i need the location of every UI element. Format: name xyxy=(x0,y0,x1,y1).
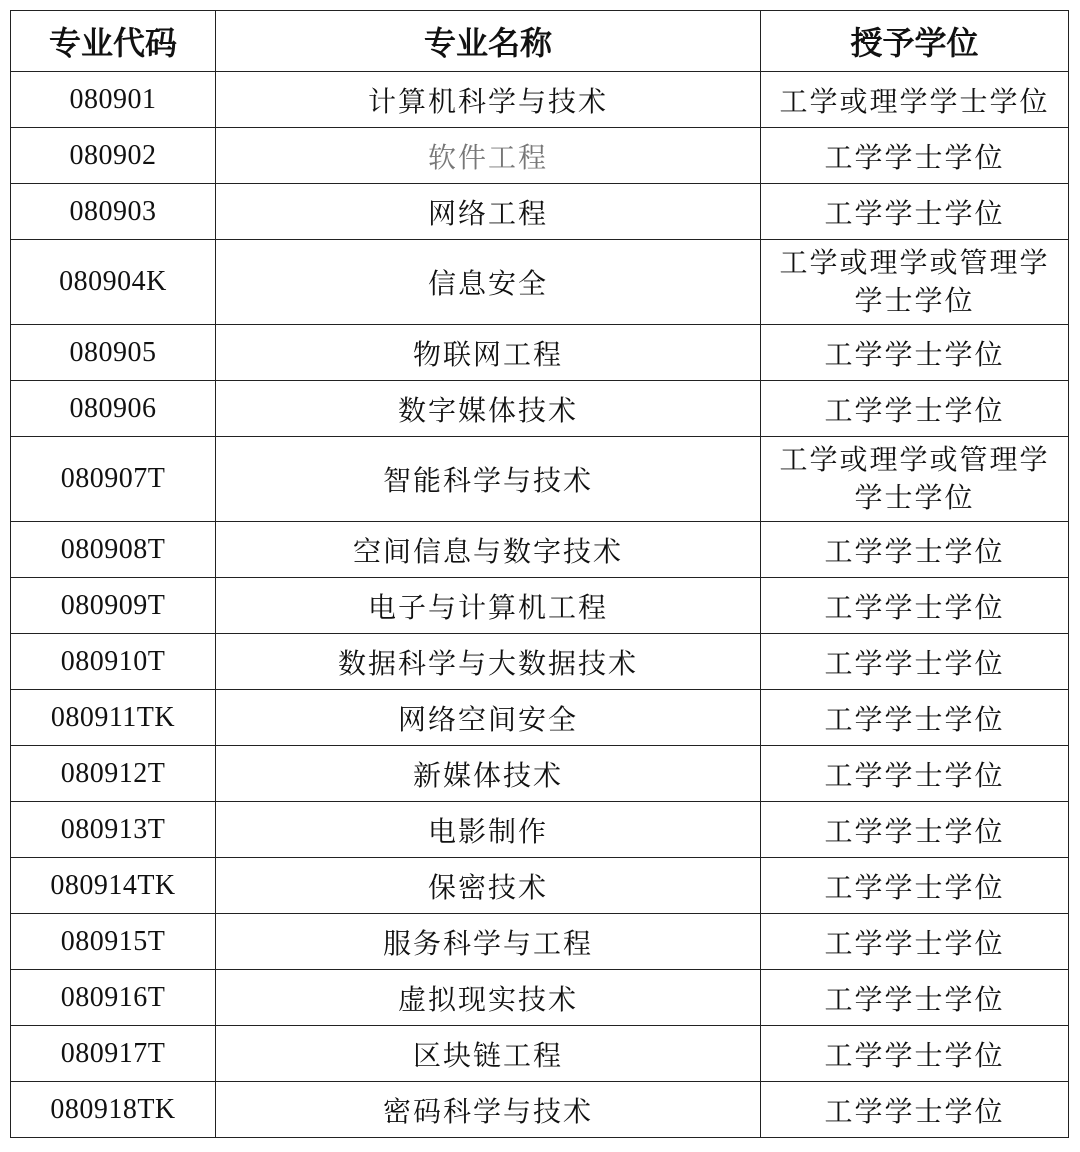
major-code-cell: 080911TK xyxy=(11,690,216,746)
header-major-code: 专业代码 xyxy=(11,11,216,72)
degree-cell: 工学学士学位 xyxy=(761,578,1069,634)
table-row xyxy=(11,381,1069,437)
major-name-cell: 网络工程 xyxy=(216,184,761,240)
table-row xyxy=(11,634,1069,690)
majors-table xyxy=(10,10,1069,1138)
major-name-cell: 软件工程 xyxy=(216,128,761,184)
major-code-cell: 080904K xyxy=(11,240,216,325)
table-row xyxy=(11,325,1069,381)
major-name-cell: 物联网工程 xyxy=(216,325,761,381)
major-code-cell: 080914TK xyxy=(11,858,216,914)
degree-cell: 工学学士学位 xyxy=(761,381,1069,437)
major-name-cell: 区块链工程 xyxy=(216,1026,761,1082)
major-code-cell: 080918TK xyxy=(11,1082,216,1138)
major-code-cell: 080913T xyxy=(11,802,216,858)
degree-cell: 工学学士学位 xyxy=(761,1082,1069,1138)
major-name-cell: 信息安全 xyxy=(216,240,761,325)
header-row xyxy=(11,11,1069,72)
major-name-cell: 密码科学与技术 xyxy=(216,1082,761,1138)
major-code-cell: 080906 xyxy=(11,381,216,437)
major-code-cell: 080910T xyxy=(11,634,216,690)
table-row xyxy=(11,1082,1069,1138)
degree-cell: 工学学士学位 xyxy=(761,634,1069,690)
table-row xyxy=(11,240,1069,325)
degree-cell: 工学学士学位 xyxy=(761,325,1069,381)
table-row xyxy=(11,858,1069,914)
table-row xyxy=(11,578,1069,634)
major-name-cell: 计算机科学与技术 xyxy=(216,72,761,128)
degree-cell: 工学学士学位 xyxy=(761,746,1069,802)
table-row xyxy=(11,970,1069,1026)
major-name-cell: 数字媒体技术 xyxy=(216,381,761,437)
major-name-cell: 智能科学与技术 xyxy=(216,437,761,522)
degree-cell: 工学学士学位 xyxy=(761,970,1069,1026)
major-name-cell: 空间信息与数字技术 xyxy=(216,522,761,578)
table-row xyxy=(11,72,1069,128)
degree-cell: 工学或理学或管理学学士学位 xyxy=(761,240,1069,325)
major-code-cell: 080915T xyxy=(11,914,216,970)
major-name-cell: 电影制作 xyxy=(216,802,761,858)
major-name-cell: 新媒体技术 xyxy=(216,746,761,802)
degree-cell: 工学或理学学士学位 xyxy=(761,72,1069,128)
major-code-cell: 080905 xyxy=(11,325,216,381)
major-code-cell: 080908T xyxy=(11,522,216,578)
major-code-cell: 080903 xyxy=(11,184,216,240)
degree-cell: 工学学士学位 xyxy=(761,1026,1069,1082)
major-name-cell: 虚拟现实技术 xyxy=(216,970,761,1026)
major-code-cell: 080901 xyxy=(11,72,216,128)
major-name-cell: 保密技术 xyxy=(216,858,761,914)
major-code-cell: 080912T xyxy=(11,746,216,802)
degree-cell: 工学学士学位 xyxy=(761,690,1069,746)
header-degree: 授予学位 xyxy=(761,11,1069,72)
major-code-cell: 080916T xyxy=(11,970,216,1026)
table-row xyxy=(11,746,1069,802)
degree-cell: 工学学士学位 xyxy=(761,128,1069,184)
header-major-name: 专业名称 xyxy=(216,11,761,72)
table-row xyxy=(11,690,1069,746)
major-code-cell: 080909T xyxy=(11,578,216,634)
table-header xyxy=(11,11,1069,72)
degree-cell: 工学学士学位 xyxy=(761,802,1069,858)
major-code-cell: 080907T xyxy=(11,437,216,522)
degree-cell: 工学学士学位 xyxy=(761,858,1069,914)
table-body xyxy=(11,72,1069,1138)
degree-cell: 工学学士学位 xyxy=(761,914,1069,970)
table-row xyxy=(11,1026,1069,1082)
degree-cell: 工学学士学位 xyxy=(761,522,1069,578)
major-code-cell: 080902 xyxy=(11,128,216,184)
table-row xyxy=(11,802,1069,858)
table-row xyxy=(11,184,1069,240)
table-row xyxy=(11,128,1069,184)
table-row xyxy=(11,437,1069,522)
degree-cell: 工学学士学位 xyxy=(761,184,1069,240)
degree-cell: 工学或理学或管理学学士学位 xyxy=(761,437,1069,522)
major-code-cell: 080917T xyxy=(11,1026,216,1082)
table-row xyxy=(11,522,1069,578)
major-name-cell: 数据科学与大数据技术 xyxy=(216,634,761,690)
major-name-cell: 网络空间安全 xyxy=(216,690,761,746)
major-name-cell: 服务科学与工程 xyxy=(216,914,761,970)
major-name-cell: 电子与计算机工程 xyxy=(216,578,761,634)
table-row xyxy=(11,914,1069,970)
